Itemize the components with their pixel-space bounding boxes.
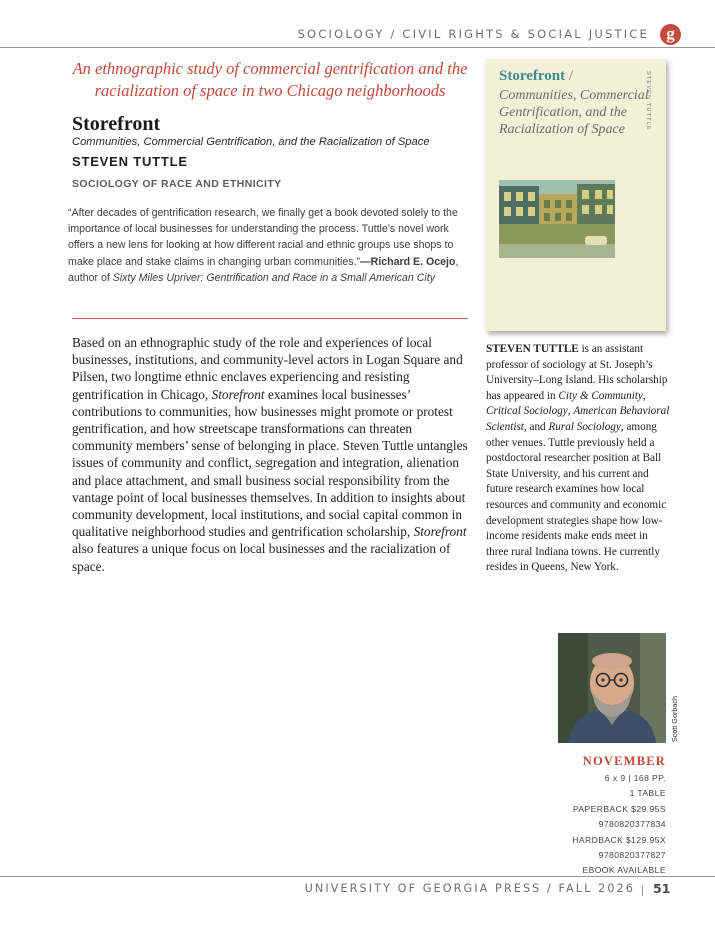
endorsement-quote [68,205,468,286]
description-part-2: examines local businesses’ contributions to communities, how businesses might promote or protest gentrification, and how streetscape transformations can threaten community members’ sense of belonging in place. Steven Tuttle untangles issues of community and conflict, segregation and integration, alienation and place attachment, and small business social responsibility from the vantage point of local businesses themselves. In addition to insights about community development, local institutions, and social capital common in qualitative neighborhood studies and gentrification scholarship, [72,386,468,540]
publication-specs [466,754,666,879]
cover-title [499,68,639,85]
spec-hardback: HARDBACK $129.95X [572,834,666,845]
quote-attribution-name: Richard E. Ocejo [370,255,456,268]
book-series: SOCIOLOGY OF RACE AND ETHNICITY [72,178,282,190]
spec-ebook: EBOOK AVAILABLE [582,865,666,876]
footer-separator [642,885,643,896]
book-tagline: An ethnographic study of commercial gentrification and the racialization of space in two Chicago neighborhoods [72,59,468,100]
spec-paperback: PAPERBACK $29.95S [572,803,666,814]
page-number: 51 [653,881,671,896]
book-title: Storefront [72,113,161,135]
header-category: SOCIOLOGY / CIVIL RIGHTS & SOCIAL JUSTICE [297,27,649,41]
quote-dash: — [360,255,371,268]
quote-text: “After decades of gentrification research, we finally get a book devoted solely to the importance of local businesses for understanding the process. Tuttle’s novel work offers a new lens for looking at how different racial and ethnic groups use shops to make place and stake claims in changing urban communities.” [68,207,458,268]
quote-attribution-mid: , author of [68,255,459,284]
photo-credit: Scott Gorbach [670,696,679,742]
bio-author-name: STEVEN TUTTLE [486,343,579,355]
cover-street-photo [499,180,615,258]
pub-month: NOVEMBER [582,754,666,768]
bio-journal-1: City & Community [558,389,643,402]
bio-sep-3: , and [523,420,549,433]
bio-sep-1: , [642,389,646,402]
bio-journal-3: American Behavioral Scientist [486,405,670,433]
bio-journal-2: Critical Sociology [486,405,568,418]
book-subtitle: Communities, Commercial Gentrification, and the Racialization of Space [72,136,430,148]
spec-paperback-isbn: 9780820377834 [598,819,666,830]
footer-text: UNIVERSITY OF GEORGIA PRESS / FALL 2026 [304,882,635,895]
quote-attribution-book: Sixty Miles Upriver: Gentrification and Race in a Small American City [112,271,436,284]
bio-text-1: is an assistant professor of sociology at St. Joseph’s University–Long Island. His scholarship has appeared in [486,343,668,402]
book-cover [486,59,666,331]
cover-author: STEVEN TUTTLE [645,71,651,131]
section-rule [72,318,468,319]
book-author: STEVEN TUTTLE [72,154,188,169]
description-part-1: Based on an ethnographic study of the role and experiences of local businesses, institutions, and community-level actors in Logan Square and Pilsen, two longtime ethnic enclaves experiencing and resisting gentrification in Chicago, [72,335,463,402]
description-title-ref-1: Storefront [211,386,265,402]
spec-trim: 6 x 9 | 168 PP. [604,773,666,783]
cover-title-slash: / [568,68,574,84]
bio-journal-4: Rural Sociology [548,420,621,433]
bio-sep-2: , [567,405,574,418]
cover-subtitle: Communities, Commercial Gentrification, and the Racialization of Space [499,88,649,137]
author-bio [486,342,672,576]
press-logo-icon: g [660,24,681,45]
spec-hardback-isbn: 9780820377827 [598,850,666,861]
footer-rule [0,876,715,877]
cover-title-text: Storefront [499,68,566,84]
book-description [72,334,468,575]
author-photo [558,633,666,743]
header-rule [0,47,715,48]
description-title-ref-2: Storefront [413,524,467,540]
bio-text-2: , among other venues. Tuttle previously held a postdoctoral researcher position at Ball State University, and his current and future research examines how local resources and community and economic development strategies shape how low-income residents make ends meet in three rural Indiana towns. He currently resides in Queens, New York. [486,420,667,574]
spec-tables: 1 TABLE [629,788,666,799]
description-part-3: also features a unique focus on local businesses and the racialization of space. [72,541,451,574]
